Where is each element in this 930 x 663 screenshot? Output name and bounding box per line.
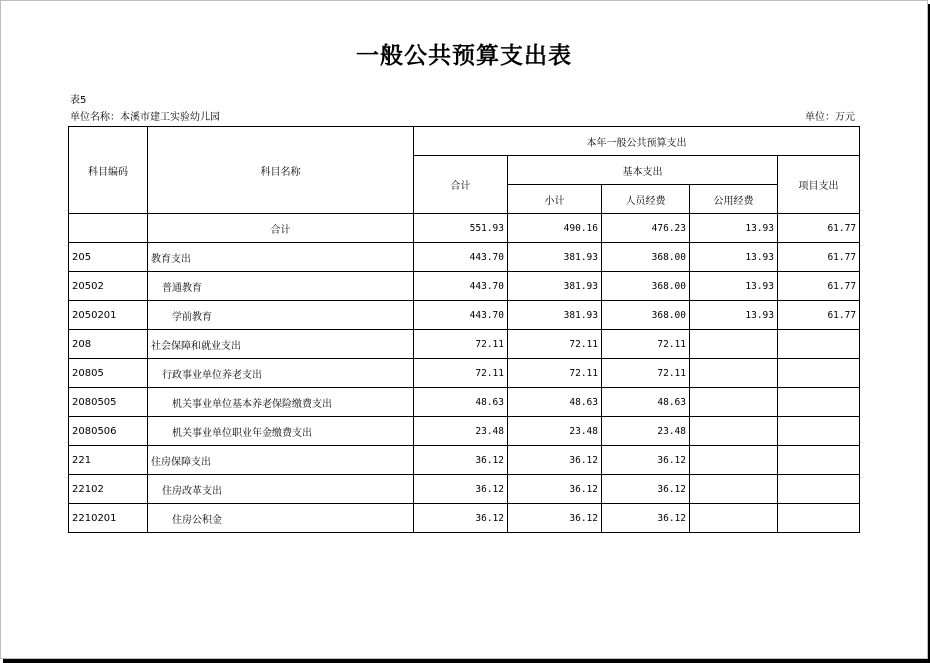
row-total: 443.70	[414, 272, 508, 301]
row-subtotal: 36.12	[508, 446, 602, 475]
table-row	[69, 243, 860, 272]
row-project	[778, 446, 860, 475]
table-row	[69, 359, 860, 388]
header-total: 合计	[414, 156, 508, 214]
row-name: 住房保障支出	[148, 446, 414, 475]
table-row	[69, 272, 860, 301]
page-title: 一般公共预算支出表	[356, 42, 572, 69]
total-public: 13.93	[690, 214, 778, 243]
row-public: 13.93	[690, 301, 778, 330]
row-subtotal: 381.93	[508, 272, 602, 301]
row-public: 13.93	[690, 272, 778, 301]
row-subtotal: 23.48	[508, 417, 602, 446]
table-row	[69, 504, 860, 533]
header-basic: 基本支出	[508, 156, 778, 185]
row-public	[690, 330, 778, 359]
row-code: 20805	[69, 359, 148, 388]
row-project	[778, 504, 860, 533]
total-total: 551.93	[414, 214, 508, 243]
row-subtotal: 72.11	[508, 330, 602, 359]
row-name: 住房改革支出	[148, 475, 414, 504]
total-personnel: 476.23	[602, 214, 690, 243]
row-name: 住房公积金	[148, 504, 414, 533]
row-project	[778, 388, 860, 417]
row-subtotal: 381.93	[508, 243, 602, 272]
row-personnel: 36.12	[602, 446, 690, 475]
row-subtotal: 36.12	[508, 504, 602, 533]
header-subtotal: 小计	[508, 185, 602, 214]
header-name: 科目名称	[148, 127, 414, 214]
row-public	[690, 504, 778, 533]
row-total: 443.70	[414, 301, 508, 330]
row-code: 22102	[69, 475, 148, 504]
row-project: 61.77	[778, 301, 860, 330]
row-public	[690, 417, 778, 446]
row-personnel: 23.48	[602, 417, 690, 446]
row-code: 20502	[69, 272, 148, 301]
total-label: 合计	[148, 214, 414, 243]
row-code: 2080505	[69, 388, 148, 417]
row-name: 行政事业单位养老支出	[148, 359, 414, 388]
row-total: 443.70	[414, 243, 508, 272]
row-name: 普通教育	[148, 272, 414, 301]
row-total: 23.48	[414, 417, 508, 446]
header-public: 公用经费	[690, 185, 778, 214]
budget-table	[68, 126, 860, 533]
row-personnel: 72.11	[602, 359, 690, 388]
row-subtotal: 48.63	[508, 388, 602, 417]
row-personnel: 368.00	[602, 301, 690, 330]
row-personnel: 72.11	[602, 330, 690, 359]
row-total: 36.12	[414, 504, 508, 533]
table-row	[69, 301, 860, 330]
row-total: 36.12	[414, 475, 508, 504]
row-personnel: 48.63	[602, 388, 690, 417]
row-code: 205	[69, 243, 148, 272]
row-name: 机关事业单位职业年金缴费支出	[148, 417, 414, 446]
total-code-cell	[69, 214, 148, 243]
row-name: 学前教育	[148, 301, 414, 330]
row-name: 机关事业单位基本养老保险缴费支出	[148, 388, 414, 417]
row-code: 2080506	[69, 417, 148, 446]
table-number: 表5	[70, 95, 87, 106]
header-project: 项目支出	[778, 156, 860, 214]
row-public: 13.93	[690, 243, 778, 272]
row-personnel: 36.12	[602, 504, 690, 533]
table-row	[69, 475, 860, 504]
row-name: 教育支出	[148, 243, 414, 272]
row-public	[690, 475, 778, 504]
row-total: 72.11	[414, 330, 508, 359]
header-group: 本年一般公共预算支出	[414, 127, 860, 156]
unit-label: 单位：万元	[805, 112, 855, 123]
row-project	[778, 330, 860, 359]
table-row	[69, 417, 860, 446]
row-project: 61.77	[778, 272, 860, 301]
row-project	[778, 359, 860, 388]
row-total: 72.11	[414, 359, 508, 388]
row-project: 61.77	[778, 243, 860, 272]
row-name: 社会保障和就业支出	[148, 330, 414, 359]
row-personnel: 368.00	[602, 243, 690, 272]
row-subtotal: 72.11	[508, 359, 602, 388]
table-row	[69, 446, 860, 475]
row-public	[690, 359, 778, 388]
row-subtotal: 36.12	[508, 475, 602, 504]
table-row	[69, 330, 860, 359]
row-code: 221	[69, 446, 148, 475]
row-public	[690, 446, 778, 475]
row-code: 2210201	[69, 504, 148, 533]
row-personnel: 368.00	[602, 272, 690, 301]
row-subtotal: 381.93	[508, 301, 602, 330]
header-code: 科目编码	[69, 127, 148, 214]
row-total: 36.12	[414, 446, 508, 475]
row-code: 208	[69, 330, 148, 359]
total-project: 61.77	[778, 214, 860, 243]
row-project	[778, 417, 860, 446]
row-project	[778, 475, 860, 504]
table-row	[69, 388, 860, 417]
row-public	[690, 388, 778, 417]
total-subtotal: 490.16	[508, 214, 602, 243]
row-total: 48.63	[414, 388, 508, 417]
row-personnel: 36.12	[602, 475, 690, 504]
total-row	[69, 214, 860, 243]
row-code: 2050201	[69, 301, 148, 330]
unit-name: 单位名称：本溪市建工实验幼儿园	[70, 112, 220, 123]
header-personnel: 人员经费	[602, 185, 690, 214]
